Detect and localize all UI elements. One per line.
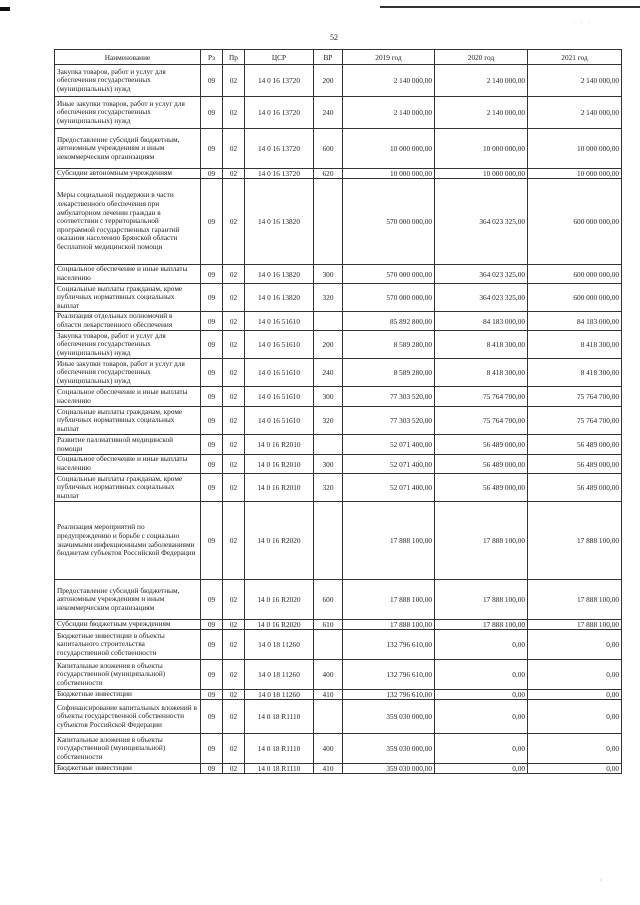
cell-csr: 14 0 16 13820 [245, 265, 314, 284]
col-header-csr: ЦСР [245, 50, 314, 65]
cell-2021: 2 140 000,00 [528, 65, 622, 97]
cell-vr: 400 [314, 734, 343, 764]
cell-rz: 09 [201, 284, 223, 312]
cell-csr: 14 0 16 R2010 [245, 435, 314, 455]
cell-rz: 09 [201, 660, 223, 690]
cell-2021: 0,00 [528, 764, 622, 774]
cell-pr: 02 [223, 502, 245, 580]
cell-vr: 320 [314, 284, 343, 312]
cell-2021: 10 000 000,00 [528, 169, 622, 179]
cell-2019: 359 030 000,00 [343, 700, 435, 734]
cell-2019: 52 071 400,00 [343, 455, 435, 474]
cell-name: Закупка товаров, работ и услуг для обеспечения государственных (муниципальных) нужд [55, 65, 201, 97]
cell-2021: 75 764 700,00 [528, 387, 622, 407]
col-header-name: Наименование [55, 50, 201, 65]
cell-csr: 14 0 18 R1110 [245, 700, 314, 734]
cell-2020: 17 888 100,00 [435, 620, 528, 630]
col-header-2021: 2021 год [528, 50, 622, 65]
table-row [55, 312, 622, 331]
cell-pr: 02 [223, 265, 245, 284]
cell-csr: 14 0 16 51610 [245, 331, 314, 359]
cell-2020: 8 418 300,00 [435, 331, 528, 359]
cell-rz: 09 [201, 312, 223, 331]
cell-pr: 02 [223, 331, 245, 359]
cell-pr: 02 [223, 179, 245, 265]
cell-rz: 09 [201, 474, 223, 502]
cell-pr: 02 [223, 580, 245, 620]
cell-2019: 52 071 400,00 [343, 435, 435, 455]
cell-2019: 8 589 280,00 [343, 331, 435, 359]
cell-csr: 14 0 18 11260 [245, 660, 314, 690]
cell-pr: 02 [223, 690, 245, 700]
cell-2019: 8 589 280,00 [343, 359, 435, 387]
table-row [55, 620, 622, 630]
cell-csr: 14 0 18 R1110 [245, 734, 314, 764]
cell-vr: 410 [314, 690, 343, 700]
cell-csr: 14 0 16 R2010 [245, 474, 314, 502]
table-row [55, 660, 622, 690]
cell-2021: 2 140 000,00 [528, 97, 622, 129]
cell-csr: 14 0 16 51610 [245, 387, 314, 407]
cell-pr: 02 [223, 407, 245, 435]
cell-name: Бюджетные инвестиции [55, 690, 201, 700]
cell-rz: 09 [201, 65, 223, 97]
cell-2020: 75 764 700,00 [435, 407, 528, 435]
cell-2021: 600 000 000,00 [528, 284, 622, 312]
cell-pr: 02 [223, 435, 245, 455]
cell-2019: 77 303 520,00 [343, 407, 435, 435]
cell-vr: 620 [314, 169, 343, 179]
cell-2020: 364 023 325,00 [435, 179, 528, 265]
cell-vr [314, 630, 343, 660]
cell-rz: 09 [201, 690, 223, 700]
cell-2020: 364 023 325,00 [435, 265, 528, 284]
cell-2021: 75 764 700,00 [528, 407, 622, 435]
table-row [55, 97, 622, 129]
cell-2021: 0,00 [528, 700, 622, 734]
cell-rz: 09 [201, 359, 223, 387]
cell-name: Капитальные вложения в объекты государственной (муниципальной) собственности [55, 660, 201, 690]
cell-vr: 300 [314, 455, 343, 474]
cell-name: Закупка товаров, работ и услуг для обеспечения государственных (муниципальных) нужд [55, 331, 201, 359]
cell-2019: 359 030 000,00 [343, 734, 435, 764]
cell-2021: 17 888 100,00 [528, 502, 622, 580]
cell-2019: 2 140 000,00 [343, 65, 435, 97]
cell-csr: 14 0 18 11260 [245, 630, 314, 660]
cell-rz: 09 [201, 265, 223, 284]
table-row [55, 407, 622, 435]
cell-2020: 75 764 700,00 [435, 387, 528, 407]
cell-name: Субсидии автономным учреждениям [55, 169, 201, 179]
cell-vr: 240 [314, 359, 343, 387]
table-row [55, 764, 622, 774]
cell-2021: 10 000 000,00 [528, 129, 622, 169]
cell-pr: 02 [223, 359, 245, 387]
cell-vr: 300 [314, 387, 343, 407]
col-header-vr: ВР [314, 50, 343, 65]
cell-vr [314, 502, 343, 580]
cell-rz: 09 [201, 129, 223, 169]
cell-2019: 85 892 800,00 [343, 312, 435, 331]
cell-name: Иные закупки товаров, работ и услуг для обеспечения государственных (муниципальных) нужд [55, 359, 201, 387]
table-row [55, 474, 622, 502]
cell-name: Реализация мероприятий по предупреждению и борьбе с социально значимыми инфекционными заболеваниями бюджетам субъектов Российской Федерации [55, 502, 201, 580]
cell-pr: 02 [223, 65, 245, 97]
cell-vr [314, 312, 343, 331]
cell-vr: 600 [314, 129, 343, 169]
cell-pr: 02 [223, 474, 245, 502]
cell-csr: 14 0 16 R2020 [245, 580, 314, 620]
table-row [55, 359, 622, 387]
table-row [55, 129, 622, 169]
table-row [55, 169, 622, 179]
cell-name: Меры социальной поддержки в части лекарственного обеспечения при амбулаторном лечении граждан в соответствии с территориальной программой государственных гарантий оказания населению Брянской области бесплатной медицинской помощи [55, 179, 201, 265]
cell-rz: 09 [201, 455, 223, 474]
cell-2020: 0,00 [435, 734, 528, 764]
col-header-pr: Пр [223, 50, 245, 65]
cell-2020: 84 183 000,00 [435, 312, 528, 331]
table-row [55, 179, 622, 265]
cell-vr: 600 [314, 580, 343, 620]
cell-2021: 56 489 000,00 [528, 435, 622, 455]
cell-2020: 56 489 000,00 [435, 474, 528, 502]
cell-name: Предоставление субсидий бюджетным, автономным учреждениям и иным некоммерческим организациям [55, 580, 201, 620]
cell-rz: 09 [201, 620, 223, 630]
table-row [55, 580, 622, 620]
col-header-2019: 2019 год [343, 50, 435, 65]
table-row [55, 265, 622, 284]
scan-noise-bottom: · [599, 876, 602, 885]
cell-rz: 09 [201, 580, 223, 620]
cell-2019: 132 796 610,00 [343, 630, 435, 660]
cell-pr: 02 [223, 620, 245, 630]
cell-pr: 02 [223, 734, 245, 764]
table-row [55, 502, 622, 580]
cell-csr: 14 0 16 R2010 [245, 455, 314, 474]
cell-2021: 0,00 [528, 660, 622, 690]
table-row [55, 700, 622, 734]
cell-csr: 14 0 16 13720 [245, 129, 314, 169]
cell-2021: 56 489 000,00 [528, 474, 622, 502]
cell-vr: 240 [314, 97, 343, 129]
table-row [55, 630, 622, 660]
cell-name: Бюджетные инвестиции в объекты капитального строительства государственной собственности [55, 630, 201, 660]
cell-pr: 02 [223, 387, 245, 407]
cell-pr: 02 [223, 312, 245, 331]
cell-pr: 02 [223, 630, 245, 660]
table-row [55, 455, 622, 474]
table-row [55, 284, 622, 312]
cell-rz: 09 [201, 734, 223, 764]
cell-name: Социальные выплаты гражданам, кроме публичных нормативных социальных выплат [55, 474, 201, 502]
cell-2021: 0,00 [528, 630, 622, 660]
table-row [55, 734, 622, 764]
cell-2020: 2 140 000,00 [435, 65, 528, 97]
cell-2020: 10 000 000,00 [435, 129, 528, 169]
cell-2020: 56 489 000,00 [435, 435, 528, 455]
table-row [55, 387, 622, 407]
page-number: 52 [330, 33, 338, 42]
cell-pr: 02 [223, 129, 245, 169]
cell-2020: 0,00 [435, 690, 528, 700]
table-row [55, 435, 622, 455]
cell-name: Иные закупки товаров, работ и услуг для обеспечения государственных (муниципальных) нужд [55, 97, 201, 129]
cell-2021: 600 000 000,00 [528, 179, 622, 265]
cell-2021: 17 888 100,00 [528, 580, 622, 620]
cell-csr: 14 0 16 51610 [245, 407, 314, 435]
cell-rz: 09 [201, 764, 223, 774]
cell-vr: 320 [314, 474, 343, 502]
cell-name: Капитальные вложения в объекты государственной (муниципальной) собственности [55, 734, 201, 764]
cell-pr: 02 [223, 660, 245, 690]
col-header-rz: Рз [201, 50, 223, 65]
cell-pr: 02 [223, 700, 245, 734]
table-row [55, 331, 622, 359]
cell-name: Реализация отдельных полномочий в области лекарственного обеспечения [55, 312, 201, 331]
cell-rz: 09 [201, 97, 223, 129]
cell-name: Предоставление субсидий бюджетным, автономным учреждениям и иным некоммерческим организациям [55, 129, 201, 169]
cell-csr: 14 0 16 51610 [245, 312, 314, 331]
cell-2020: 8 418 300,00 [435, 359, 528, 387]
cell-pr: 02 [223, 169, 245, 179]
cell-2019: 2 140 000,00 [343, 97, 435, 129]
cell-csr: 14 0 16 13720 [245, 169, 314, 179]
cell-2019: 52 071 400,00 [343, 474, 435, 502]
cell-csr: 14 0 16 R2020 [245, 502, 314, 580]
cell-2019: 10 000 000,00 [343, 169, 435, 179]
cell-2019: 132 796 610,00 [343, 660, 435, 690]
cell-2021: 8 418 300,00 [528, 359, 622, 387]
cell-2019: 17 888 100,00 [343, 502, 435, 580]
cell-vr [314, 435, 343, 455]
cell-vr: 320 [314, 407, 343, 435]
cell-rz: 09 [201, 502, 223, 580]
cell-2021: 0,00 [528, 690, 622, 700]
cell-vr: 400 [314, 660, 343, 690]
cell-2020: 364 023 325,00 [435, 284, 528, 312]
cell-rz: 09 [201, 630, 223, 660]
cell-2020: 0,00 [435, 660, 528, 690]
cell-2019: 132 796 610,00 [343, 690, 435, 700]
cell-rz: 09 [201, 700, 223, 734]
col-header-2020: 2020 год [435, 50, 528, 65]
cell-2020: 10 000 000,00 [435, 169, 528, 179]
cell-2019: 359 030 000,00 [343, 764, 435, 774]
cell-2019: 10 000 000,00 [343, 129, 435, 169]
cell-pr: 02 [223, 284, 245, 312]
cell-csr: 14 0 16 13820 [245, 284, 314, 312]
cell-rz: 09 [201, 387, 223, 407]
cell-name: Развитие паллиативной медицинской помощи [55, 435, 201, 455]
cell-name: Социальное обеспечение и иные выплаты населению [55, 455, 201, 474]
cell-2021: 17 888 100,00 [528, 620, 622, 630]
cell-vr: 410 [314, 764, 343, 774]
table-row [55, 65, 622, 97]
cell-pr: 02 [223, 455, 245, 474]
cell-2020: 17 888 100,00 [435, 580, 528, 620]
cell-2021: 56 489 000,00 [528, 455, 622, 474]
cell-vr: 200 [314, 331, 343, 359]
cell-2020: 0,00 [435, 764, 528, 774]
cell-name: Бюджетные инвестиции [55, 764, 201, 774]
scan-top-line [380, 6, 640, 8]
cell-rz: 09 [201, 435, 223, 455]
cell-vr: 300 [314, 265, 343, 284]
cell-rz: 09 [201, 169, 223, 179]
cell-csr: 14 0 16 13820 [245, 179, 314, 265]
cell-csr: 14 0 18 11260 [245, 690, 314, 700]
cell-vr [314, 700, 343, 734]
cell-csr: 14 0 16 13720 [245, 97, 314, 129]
table-row [55, 690, 622, 700]
cell-name: Софинансирование капитальных вложений в объекты государственной собственности субъектов Российской Федерации [55, 700, 201, 734]
cell-name: Субсидии бюджетным учреждениям [55, 620, 201, 630]
cell-2020: 56 489 000,00 [435, 455, 528, 474]
cell-vr: 610 [314, 620, 343, 630]
cell-vr: 200 [314, 65, 343, 97]
table-header-row [55, 50, 622, 65]
cell-2019: 17 888 100,00 [343, 580, 435, 620]
cell-name: Социальные выплаты гражданам, кроме публичных нормативных социальных выплат [55, 284, 201, 312]
cell-name: Социальное обеспечение и иные выплаты населению [55, 387, 201, 407]
cell-rz: 09 [201, 179, 223, 265]
cell-2021: 84 183 000,00 [528, 312, 622, 331]
cell-csr: 14 0 18 R1110 [245, 764, 314, 774]
scan-noise: · · · [573, 20, 592, 26]
cell-2020: 0,00 [435, 700, 528, 734]
cell-vr [314, 179, 343, 265]
cell-csr: 14 0 16 R2020 [245, 620, 314, 630]
cell-2020: 2 140 000,00 [435, 97, 528, 129]
budget-table [54, 49, 622, 774]
cell-2019: 570 000 000,00 [343, 284, 435, 312]
cell-2019: 17 888 100,00 [343, 620, 435, 630]
cell-2021: 0,00 [528, 734, 622, 764]
cell-name: Социальное обеспечение и иные выплаты населению [55, 265, 201, 284]
cell-2020: 0,00 [435, 630, 528, 660]
scan-corner-mark [0, 7, 10, 11]
cell-2019: 77 303 520,00 [343, 387, 435, 407]
cell-2020: 17 888 100,00 [435, 502, 528, 580]
cell-pr: 02 [223, 764, 245, 774]
cell-pr: 02 [223, 97, 245, 129]
cell-rz: 09 [201, 331, 223, 359]
cell-2021: 8 418 300,00 [528, 331, 622, 359]
cell-2019: 570 000 000,00 [343, 265, 435, 284]
cell-rz: 09 [201, 407, 223, 435]
cell-2021: 600 000 000,00 [528, 265, 622, 284]
cell-csr: 14 0 16 51610 [245, 359, 314, 387]
cell-csr: 14 0 16 13720 [245, 65, 314, 97]
cell-2019: 570 000 000,00 [343, 179, 435, 265]
cell-name: Социальные выплаты гражданам, кроме публичных нормативных социальных выплат [55, 407, 201, 435]
